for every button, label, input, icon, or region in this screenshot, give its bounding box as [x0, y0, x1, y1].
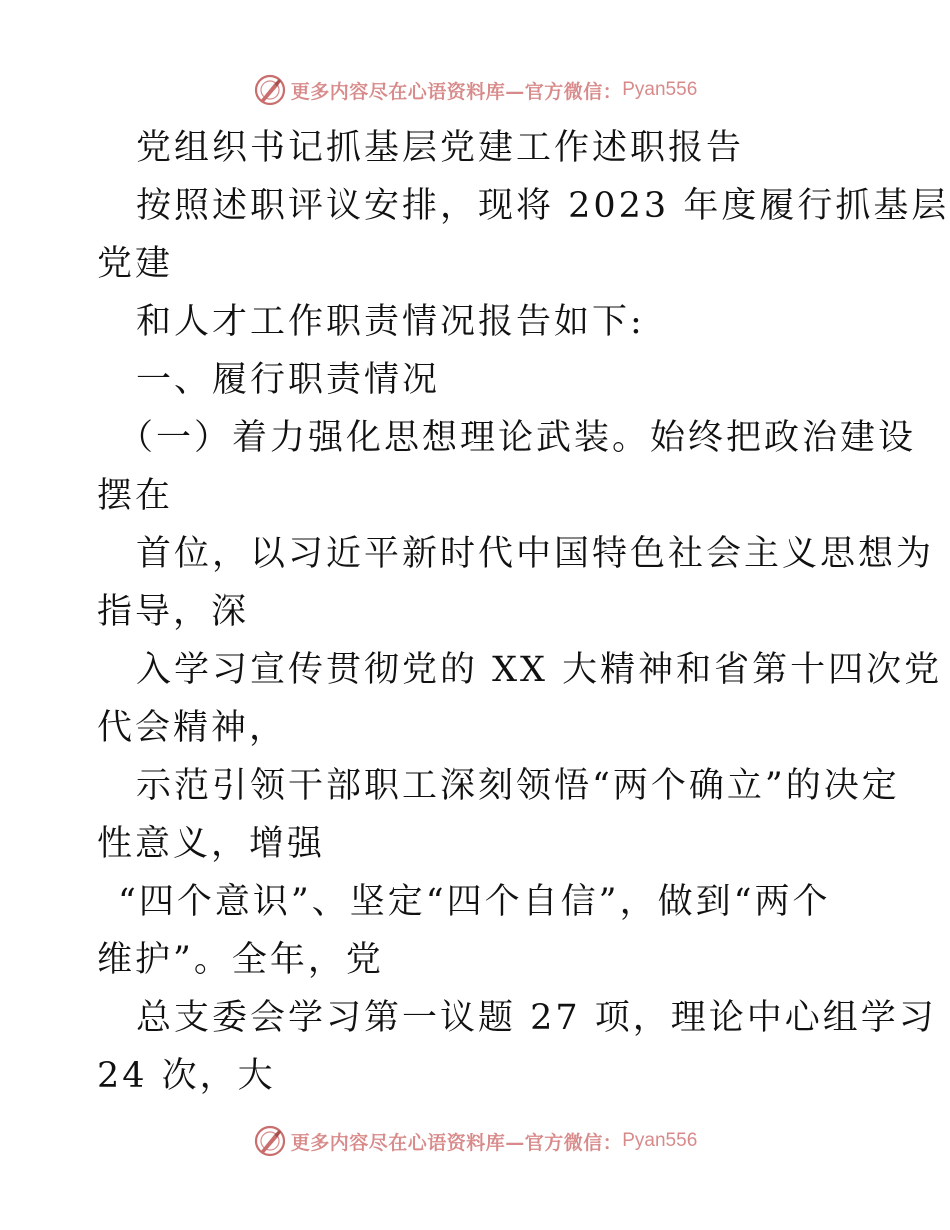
paragraph-line: 性意义，增强 — [97, 824, 326, 864]
watermark-banner-top — [0, 70, 950, 110]
paragraph-line: “四个意识”、坚定“四个自信”，做到“两个 — [118, 882, 831, 922]
paragraph-line: 入学习宣传贯彻党的 XX 大精神和省第十四次党 — [136, 650, 943, 690]
watermark-text: 更多内容尽在心语资料库—官方微信： — [290, 1131, 623, 1154]
paragraph-line: （一）着力强化思想理论武装。始终把政治建设 — [118, 418, 917, 458]
paragraph-line: 摆在 — [97, 476, 174, 516]
paragraph-line: 示范引领干部职工深刻领悟“两个确立”的决定 — [136, 766, 900, 806]
paragraph-line: 24 次，大 — [97, 1056, 276, 1096]
watermark-text: 更多内容尽在心语资料库—官方微信： — [290, 80, 623, 103]
paragraph-line: 和人才工作职责情况报告如下: — [136, 302, 645, 342]
paragraph-line: 总支委会学习第一议题 27 项，理论中心组学习 — [136, 998, 937, 1038]
paragraph-line: 党建 — [97, 244, 174, 284]
pen-logo-icon — [253, 1124, 287, 1158]
paragraph-line: 代会精神， — [97, 708, 288, 748]
section-heading: 一、履行职责情况 — [136, 360, 441, 400]
paragraph-line: 指导，深 — [97, 592, 250, 632]
paragraph-line: 按照述职评议安排，现将 2023 年度履行抓基层 — [136, 186, 950, 226]
pen-logo-icon — [253, 73, 287, 107]
watermark-banner-bottom — [0, 1121, 950, 1161]
watermark-wechat-id: Pyan556 — [622, 79, 698, 100]
document-title: 党组织书记抓基层党建工作述职报告 — [136, 128, 745, 168]
paragraph-line: 首位，以习近平新时代中国特色社会主义思想为 — [136, 534, 935, 574]
watermark-wechat-id: Pyan556 — [622, 1130, 698, 1151]
paragraph-line: 维护”。全年，党 — [97, 940, 384, 980]
